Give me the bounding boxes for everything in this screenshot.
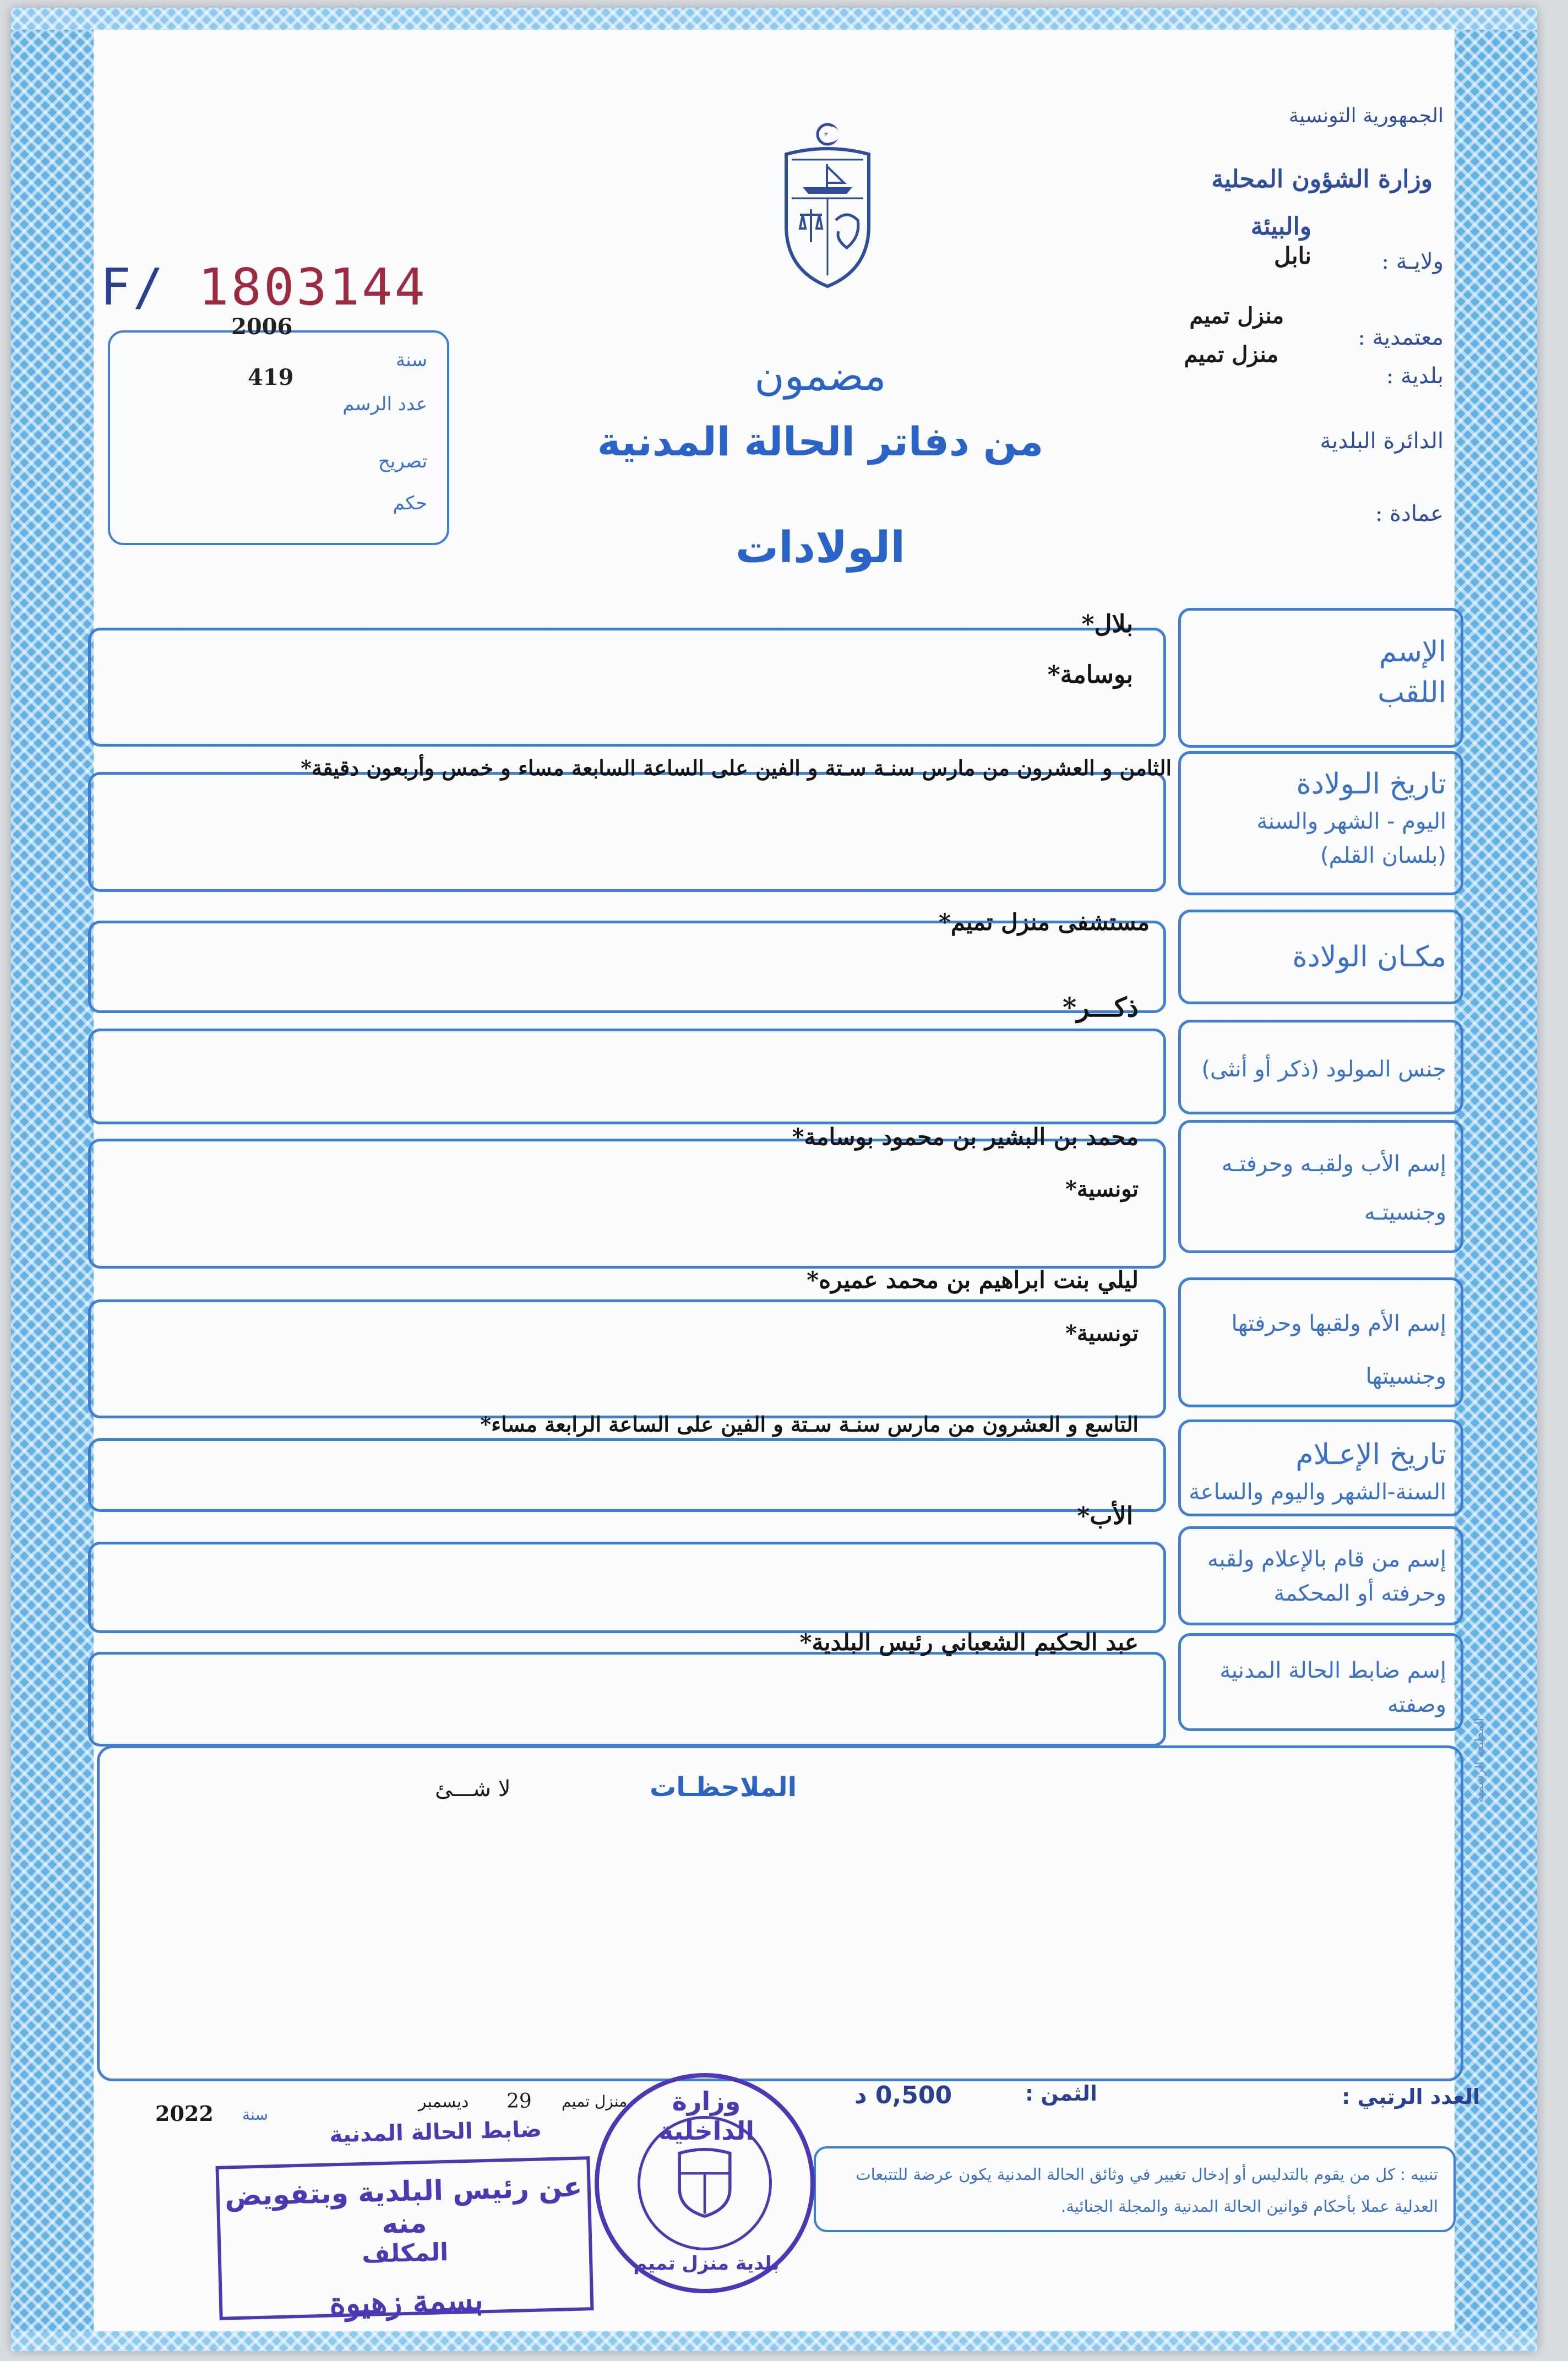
surname-label: اللقب — [1378, 676, 1446, 709]
printer-side-text: المطبعة الرسمية — [1473, 1718, 1487, 1803]
birth-place-label: مكـان الولادة — [1292, 940, 1446, 973]
declarant-label: إسم من قام بالإعلام ولقبه — [1207, 1547, 1446, 1572]
mother-name-value: ليلي بنت ابراهيم بن محمد عميره* — [807, 1266, 1139, 1293]
mother-nationality-label: وجنسيتها — [1365, 1364, 1446, 1389]
sex-value: ذكـــر* — [1063, 992, 1139, 1023]
birth-place-label-cell — [1178, 910, 1463, 1004]
officer-stamp-title: ضابط الحالة المدنية — [329, 2117, 542, 2148]
births-title: الولادات — [735, 523, 906, 573]
seal-emblem-icon — [674, 2140, 735, 2222]
mother-value-cell — [88, 1299, 1166, 1418]
reference-year-label: سنة — [396, 349, 427, 371]
mother-label: إسم الأم ولقبها وحرفتها — [1231, 1311, 1446, 1336]
birth-date-label-cell — [1178, 751, 1463, 895]
omada-label: عمادة : — [1375, 501, 1444, 526]
declaration-date-value: التاسع و العشرون من مارس سنـة سـتة و الفين على الساعة الرابعة مساء* — [480, 1412, 1139, 1437]
baladia-value: منزل تميم — [1184, 341, 1278, 367]
mootamadia-label: معتمدية : — [1358, 325, 1444, 350]
issue-place: منزل تميم — [562, 2092, 628, 2110]
officer-value: عبد الحكيم الشعباني رئيس البلدية* — [799, 1629, 1139, 1656]
sex-label: جنس المولود (ذكر أو أنثى) — [1201, 1057, 1446, 1082]
birth-date-in-words-label: (بلسان القلم) — [1320, 843, 1446, 868]
declaration-date-label: تاريخ الإعـلام — [1295, 1438, 1446, 1471]
baladia-label: بلدية : — [1386, 363, 1444, 389]
officer-label-cell — [1178, 1633, 1463, 1731]
father-nationality-value: تونسية* — [1065, 1176, 1139, 1202]
guilloche-border-bottom — [11, 2331, 1537, 2351]
father-name-value: محمد بن البشير بن محمود بوسامة* — [792, 1123, 1139, 1150]
ministry-title-line2: والبيئة — [1250, 213, 1311, 241]
remarks-value: لا شـــئ — [435, 1776, 511, 1802]
father-nationality-label: وجنسيتـه — [1364, 1200, 1446, 1225]
father-label-cell — [1178, 1120, 1463, 1253]
officer-stamp-role: المكلف — [361, 2238, 449, 2269]
price-label: الثمن : — [1025, 2081, 1097, 2106]
declaration-date-value-cell — [88, 1438, 1166, 1512]
tunisia-coat-of-arms-icon — [770, 121, 885, 292]
birth-date-sublabel: اليوم - الشهر والسنة — [1256, 809, 1446, 834]
sex-value-cell — [88, 1029, 1166, 1124]
guilloche-border-right — [1455, 8, 1537, 2351]
mother-nationality-value: تونسية* — [1065, 1320, 1139, 1346]
issue-year-value: 2022 — [155, 2101, 214, 2126]
officer-sublabel: وصفته — [1387, 1692, 1446, 1717]
reference-box — [108, 314, 449, 545]
price-value: 0,500 د — [854, 2081, 952, 2109]
officer-label: إسم ضابط الحالة المدنية — [1219, 1658, 1446, 1683]
seal-inner-ring — [638, 2116, 772, 2250]
birth-date-value: الثامن و العشرون من مارس سنـة سـتة و الفين على الساعة السابعة مساء و خمس وأربعون دقيقة* — [301, 755, 1172, 780]
declarant-sublabel: وحرفته أو المحكمة — [1273, 1581, 1446, 1606]
name-value-cell — [88, 628, 1166, 747]
header-authority-block — [948, 105, 1444, 578]
serial-prefix: F/ — [100, 258, 166, 317]
father-label: إسم الأب ولقبـه وحرفتـه — [1221, 1151, 1446, 1177]
birth-date-label: تاريخ الـولادة — [1296, 768, 1446, 801]
first-name-label: الإسم — [1379, 635, 1446, 668]
officer-value-cell — [88, 1652, 1166, 1747]
officer-stamp-line: عن رئيس البلدية وبتفويض منه — [224, 2170, 583, 2240]
document-serial — [100, 258, 427, 317]
issue-year-label: سنة — [242, 2106, 268, 2124]
act-number-label: عدد الرسم — [342, 393, 427, 415]
guilloche-border-top — [11, 8, 1537, 30]
declaration-date-label-cell — [1178, 1419, 1463, 1516]
registers-title: من دفاتر الحالة المدنية — [597, 418, 1044, 465]
legal-notice: تنبيه : كل من يقوم بالتدليس أو إدخال تغيير في وثائق الحالة المدنية يكون عرضة للتتبعات العدلية عملا بأحكام قوانين الحالة المدنية والمجلة الجنائية. — [814, 2146, 1456, 2232]
municipality-seal — [595, 2073, 815, 2293]
sex-label-cell — [1178, 1020, 1463, 1114]
footer-serial-label: العدد الرتبي : — [1341, 2085, 1480, 2109]
seal-municipality-text: بلدية منزل تميم — [633, 2253, 780, 2275]
mother-label-cell — [1178, 1277, 1463, 1407]
officer-stamp-signature: بسمة زهيوة — [329, 2282, 484, 2322]
name-label-cell — [1178, 608, 1463, 748]
birth-place-value: مستشفى منزل تميم* — [938, 909, 1150, 935]
mootamadia-value: منزل تميم — [1189, 303, 1284, 329]
daira-label: الدائرة البلدية — [1320, 428, 1444, 454]
declarant-value: الأب* — [1077, 1502, 1133, 1530]
officer-stamp — [215, 2117, 594, 2322]
reference-year-value: 2006 — [231, 314, 293, 340]
birth-date-value-cell — [88, 772, 1166, 892]
wilaya-label: ولايـة : — [1381, 249, 1444, 274]
declarant-label-cell — [1178, 1526, 1463, 1625]
father-value-cell — [88, 1139, 1166, 1269]
issue-month: ديسمبر — [418, 2092, 469, 2112]
declarant-value-cell — [88, 1542, 1166, 1633]
issue-day: 29 — [507, 2090, 532, 2113]
extract-title: مضمون — [754, 352, 886, 400]
declaration-label: تصريح — [378, 450, 427, 472]
remarks-label: الملاحظـات — [650, 1772, 797, 1803]
seal-ministry-text: وزارة الداخلية — [658, 2086, 754, 2146]
first-name-value: بلال* — [1081, 610, 1133, 638]
serial-number: 1803144 — [198, 258, 427, 317]
wilaya-value: نابل — [1274, 242, 1311, 269]
declaration-date-sublabel: السنة-الشهر واليوم والساعة — [1189, 1479, 1446, 1505]
surname-value: بوسامة* — [1047, 661, 1133, 689]
ministry-title: وزارة الشؤون المحلية — [1211, 165, 1433, 193]
republic-title: الجمهورية التونسية — [1288, 105, 1444, 127]
guilloche-border-left — [11, 8, 94, 2351]
act-number-value: 419 — [248, 365, 294, 390]
judgment-label: حكم — [393, 492, 427, 514]
